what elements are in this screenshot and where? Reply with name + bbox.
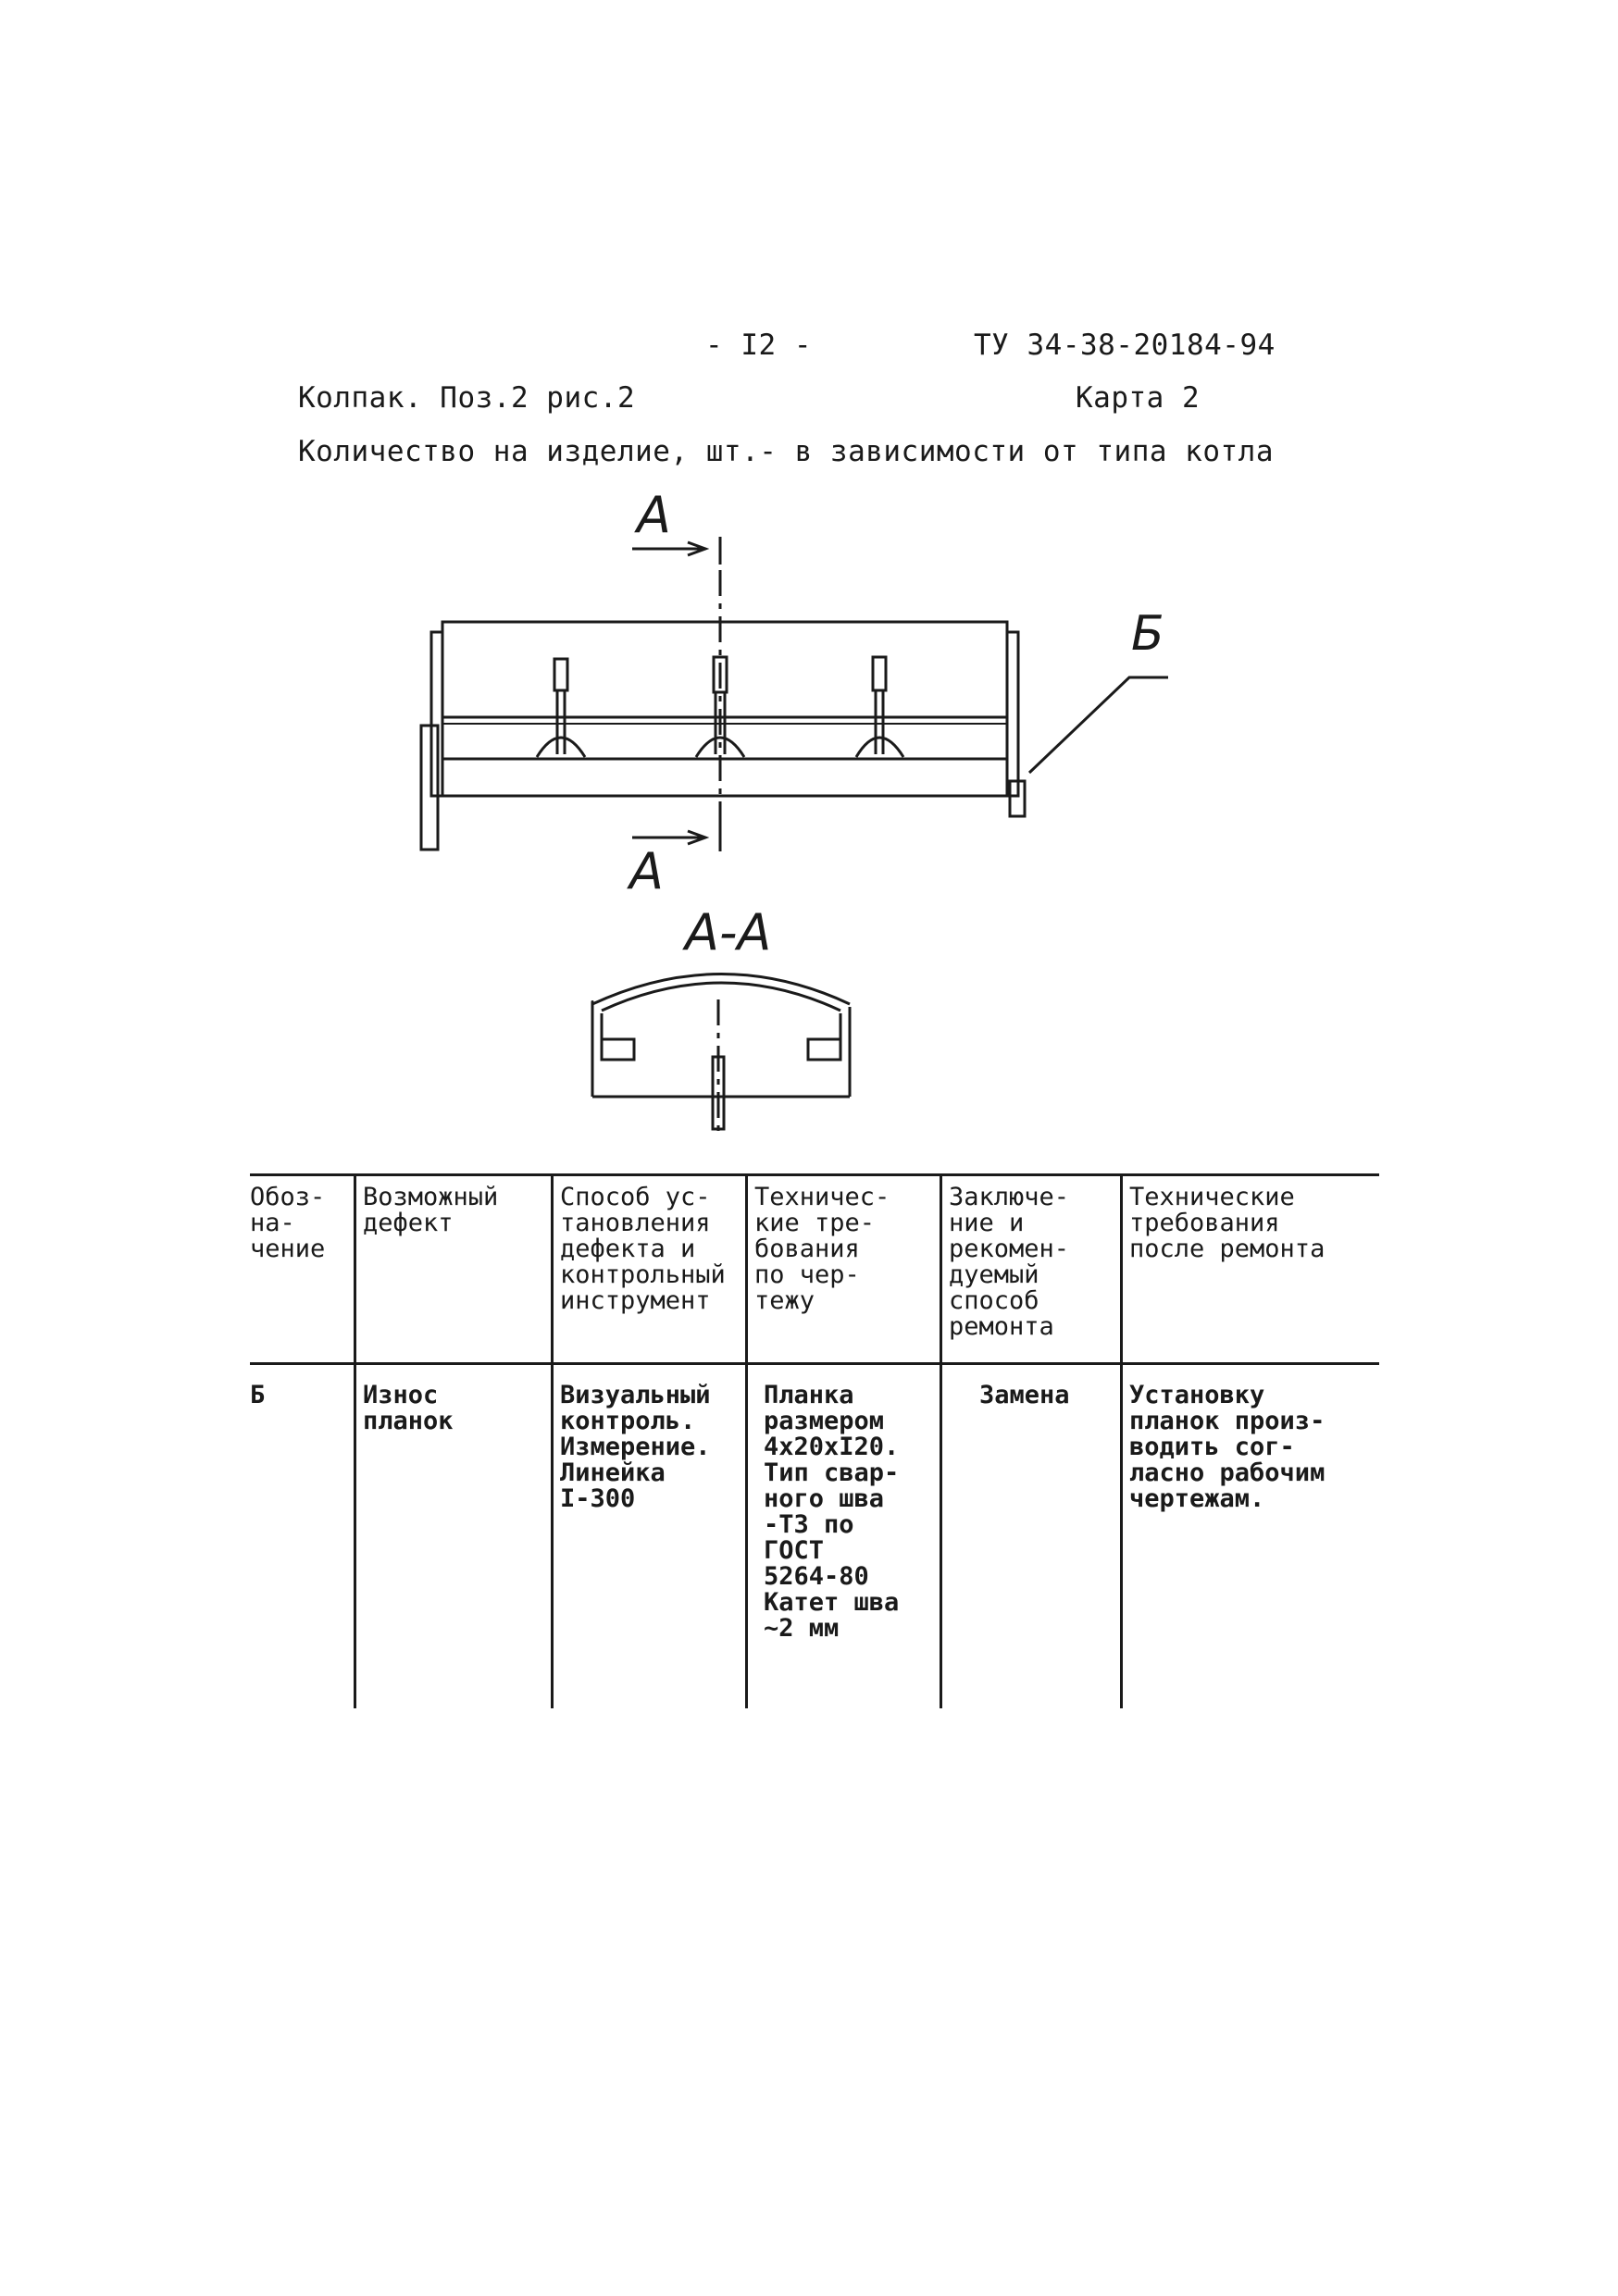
page-number: - I2 - bbox=[705, 329, 812, 362]
callout-label: Б bbox=[1131, 606, 1164, 662]
callout-leader bbox=[1029, 677, 1168, 773]
section-mark-top: А bbox=[637, 486, 671, 544]
right-flange bbox=[1007, 632, 1018, 796]
column-header: Способ ус- тановления дефекта и контрольный инструмент bbox=[560, 1183, 726, 1315]
column-header: Обоз- на- чение bbox=[250, 1183, 326, 1263]
cell-conclusion: Замена bbox=[979, 1381, 1070, 1409]
cell-after-repair: Установку планок произ- водить сог- ласно рабочим чертежам. bbox=[1129, 1381, 1326, 1513]
card-label: Карта 2 bbox=[1076, 381, 1201, 415]
technical-drawing bbox=[0, 481, 1618, 1148]
cell-drawing-requirements: Планка размером 4х20хI20. Тип свар- ного шва -Т3 по ГОСТ 5264-80 Катет шва ~2 мм bbox=[764, 1381, 900, 1643]
fastener-left bbox=[537, 659, 585, 757]
column-header: Технические требования после ремонта bbox=[1129, 1183, 1326, 1263]
quantity-line: Количество на изделие, шт.- в зависимости от типа котла bbox=[298, 435, 1274, 468]
cell-method: Визуальный контроль. Измерение. Линейка I-300 bbox=[560, 1381, 711, 1513]
column-header: Техничес- кие тре- бования по чер- тежу bbox=[754, 1183, 890, 1315]
column-header: Заключе- ние и рекомен- дуемый способ ремонта bbox=[949, 1183, 1070, 1341]
left-plate bbox=[421, 726, 438, 850]
cell-defect: Износ планок bbox=[363, 1381, 454, 1435]
column-divider bbox=[940, 1173, 942, 1708]
table-header-border bbox=[250, 1362, 1379, 1365]
column-header: Возможный дефект bbox=[363, 1183, 499, 1237]
fastener-right bbox=[856, 657, 903, 757]
part-title: Колпак. Поз.2 рис.2 bbox=[298, 381, 636, 415]
section-view bbox=[592, 974, 850, 1139]
column-divider bbox=[745, 1173, 748, 1708]
section-mark-bottom: А bbox=[629, 842, 664, 900]
cell-designation: Б bbox=[250, 1381, 266, 1409]
column-divider bbox=[551, 1173, 554, 1708]
column-divider bbox=[1120, 1173, 1123, 1708]
document-code: ТУ 34-38-20184-94 bbox=[974, 329, 1276, 362]
column-divider bbox=[354, 1173, 356, 1708]
table-top-border bbox=[250, 1173, 1379, 1176]
section-title: А-А bbox=[685, 903, 772, 962]
defect-table bbox=[250, 1173, 1379, 1708]
